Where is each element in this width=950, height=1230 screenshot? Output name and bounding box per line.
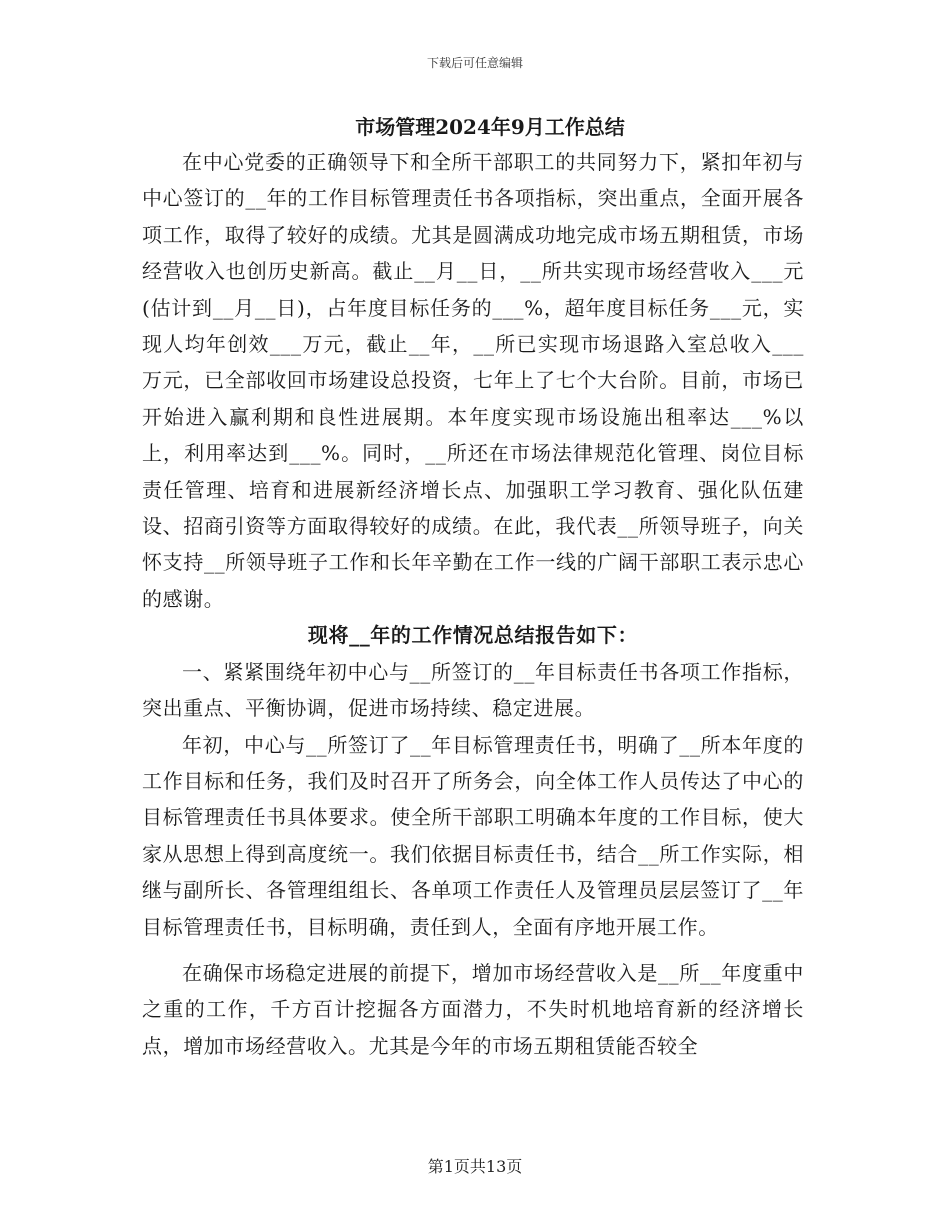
page-footer: 第1页共13页 — [427, 1157, 523, 1176]
section-subheading: 现将__年的工作情况总结报告如下： — [307, 623, 639, 648]
document-title: 市场管理2024年9月工作总结 — [355, 115, 625, 139]
document-body — [142, 110, 804, 1064]
paragraph-revenue: 在确保市场稳定进展的前提下，增加市场经营收入是__所__年度重中之重的工作，千方百计挖掘各方面潜力，不失时机地培育新的经济增长点，增加市场经营收入。尤其是今年的市场五期租赁能否较全 — [142, 960, 804, 1058]
paragraph-intro: 在中心党委的正确领导下和全所干部职工的共同努力下，紧扣年初与中心签订的__年的工作目标管理责任书各项指标，突出重点，全面开展各项工作，取得了较好的成绩。尤其是圆满成功地完成市场五期租赁，市场经营收入也创历史新高。截止__月__日，__所共实现市场经营收入___元(估计到__月__日)，占年度目标任务的___%，超年度目标任务___元，实现人均年创效___万元，截止__年，__所已实现市场退路入室总收入___万元，已全部收回市场建设总投资，七年上了七个大台阶。目前，市场已开始进入赢利期和良性进展期。本年度实现市场设施出租率达___%以上，利用率达到___%。同时，__所还在市场法律规范化管理、岗位目标责任管理、培育和进展新经济增长点、加强职工学习教育、强化队伍建设、招商引资等方面取得较好的成绩。在此，我代表__所领导班子，向关怀支持__所领导班子工作和长年辛勤在工作一线的广阔干部职工表示忠心的感谢。 — [142, 150, 804, 611]
header-note: 下载后可任意编辑 — [426, 56, 523, 70]
paragraph-target-responsibility: 年初，中心与__所签订了__年目标管理责任书，明确了__所本年度的工作目标和任务，我们及时召开了所务会，向全体工作人员传达了中心的目标管理责任书具体要求。使全所干部职工明确本年度的工作目标，使大家从思想上得到高度统一。我们依据目标责任书，结合__所工作实际，相继与副所长、各管理组组长、各单项工作责任人及管理员层层签订了__年目标管理责任书，目标明确，责任到人，全面有序地开展工作。 — [142, 732, 804, 939]
paragraph-section-one: 一、紧紧围绕年初中心与__所签订的__年目标责任书各项工作指标，突出重点、平衡协调，促进市场持续、稳定进展。 — [142, 659, 804, 721]
